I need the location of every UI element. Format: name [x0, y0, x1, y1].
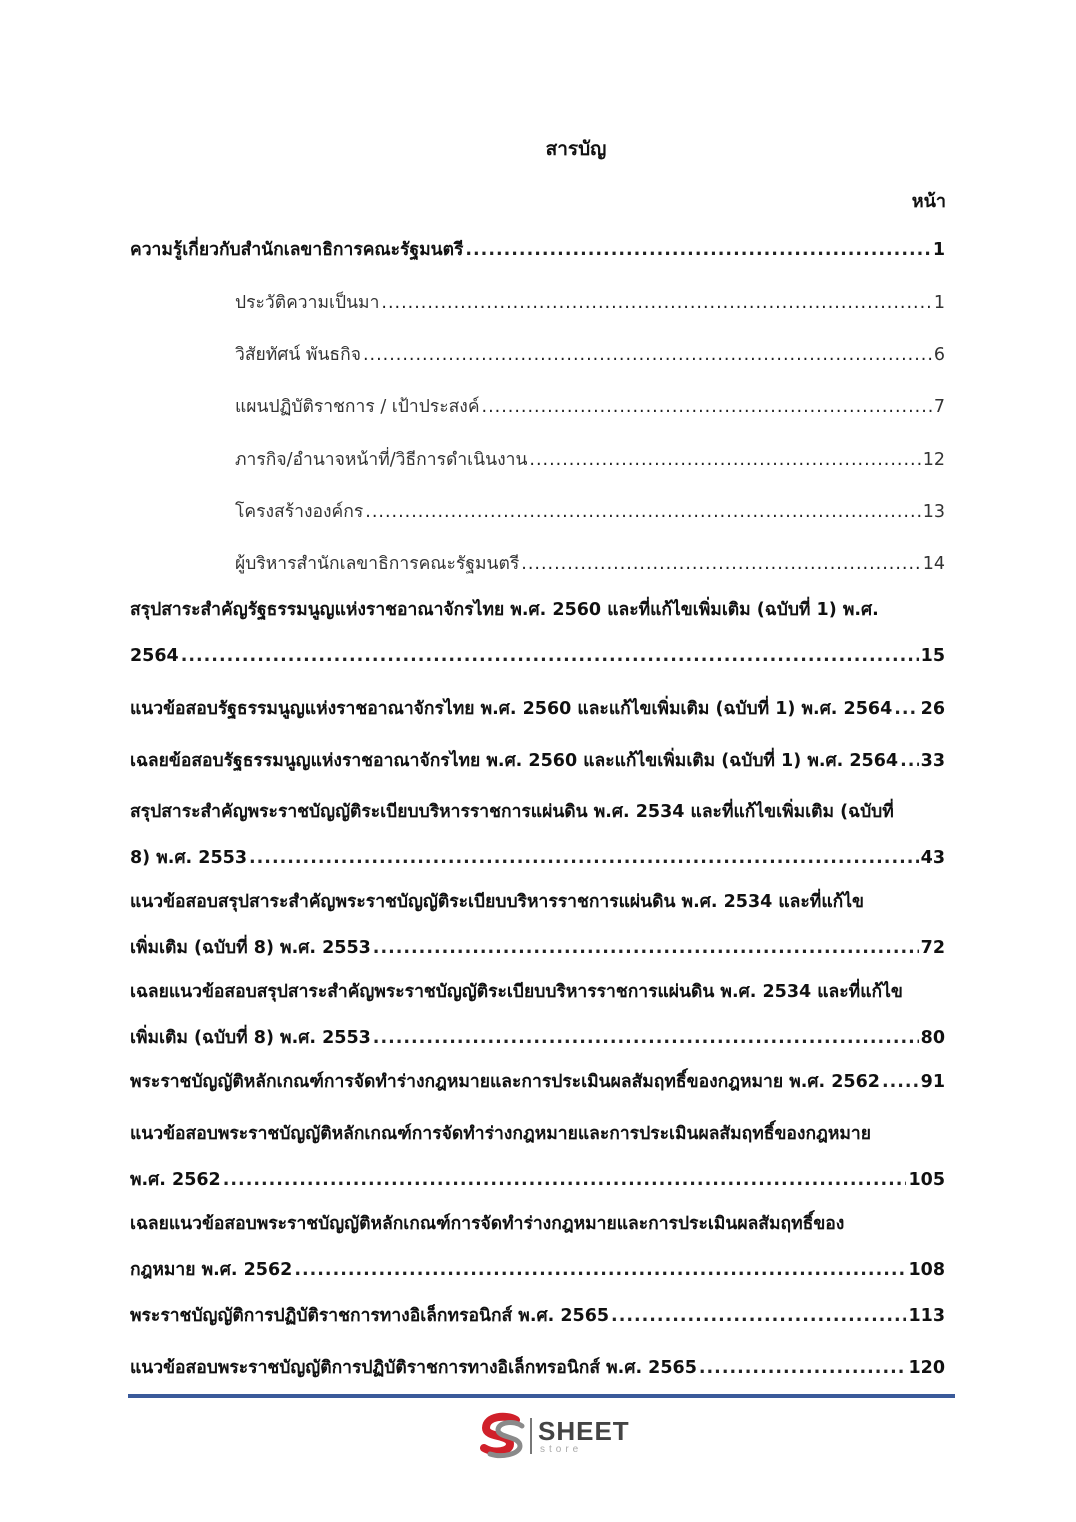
- dot-leader: [521, 541, 920, 587]
- toc-page-number: 43: [920, 848, 945, 868]
- toc-page-number: 26: [920, 699, 945, 719]
- logo-subtitle: store: [540, 1444, 583, 1455]
- dot-leader: [373, 1015, 919, 1061]
- toc-entry-text: พ.ศ. 2562: [130, 1170, 221, 1190]
- toc-entry-line: [130, 1345, 945, 1391]
- toc-entry-text: ความรู้เกี่ยวกับสำนักเลขาธิการคณะรัฐมนตรี: [130, 240, 464, 260]
- toc-entry-line: [130, 1293, 945, 1339]
- toc-entry-text: แนวข้อสอบรัฐธรรมนูญแห่งราชอาณาจักรไทย พ.ศ. 2560 และแก้ไขเพิ่มเติม (ฉบับที่ 1) พ.ศ. 2564: [130, 699, 893, 719]
- toc-entry-line: [130, 1247, 945, 1293]
- dot-leader: [249, 835, 919, 881]
- toc-entry-text: สรุปสาระสำคัญพระราชบัญญัติระเบียบบริหารราชการแผ่นดิน พ.ศ. 2534 และที่แก้ไขเพิ่มเติม (ฉบับที่: [130, 802, 894, 822]
- toc-subentry[interactable]: [235, 280, 945, 326]
- toc-entry-line: [130, 1157, 945, 1203]
- toc-entry-line: [130, 879, 945, 925]
- toc-entry[interactable]: [130, 1201, 945, 1293]
- toc-entry-line: [130, 925, 945, 971]
- logo-wordmark: SHEET: [538, 1416, 630, 1446]
- toc-entry-text: เฉลยแนวข้อสอบสรุปสาระสำคัญพระราชบัญญัติระเบียบบริหารราชการแผ่นดิน พ.ศ. 2534 และที่แก้ไข: [130, 982, 903, 1002]
- toc-page-number: 72: [920, 938, 945, 958]
- page-title: สารบัญ: [545, 138, 607, 160]
- logo-divider: [530, 1418, 532, 1454]
- toc-entry[interactable]: [130, 587, 945, 679]
- dot-leader: [365, 489, 920, 535]
- toc-subentry[interactable]: [235, 541, 945, 587]
- toc-entry-text: พระราชบัญญัติการปฏิบัติราชการทางอิเล็กทรอนิกส์ พ.ศ. 2565: [130, 1306, 610, 1326]
- toc-entry-text: 8) พ.ศ. 2553: [130, 848, 248, 868]
- toc-entry-line: [130, 227, 945, 273]
- toc-page-number: 6: [933, 345, 945, 365]
- toc-entry-line: [235, 489, 945, 535]
- toc-entry-line: [130, 633, 945, 679]
- toc-entry-line: [130, 835, 945, 881]
- toc-page-number: 12: [922, 450, 945, 470]
- toc-entry-line: [130, 1201, 945, 1247]
- toc-entry-text: เพิ่มเติม (ฉบับที่ 8) พ.ศ. 2553: [130, 938, 371, 958]
- toc-entry-line: [235, 332, 945, 378]
- toc-entry[interactable]: [130, 686, 945, 732]
- toc-entry[interactable]: [130, 227, 945, 273]
- dot-leader: [181, 633, 919, 679]
- toc-page-number: 7: [933, 397, 945, 417]
- dot-leader: [465, 227, 930, 273]
- toc-entry-text: แผนปฏิบัติราชการ / เป้าประสงค์: [235, 397, 480, 417]
- toc-entry-text: ภารกิจ/อำนาจหน้าที่/วิธีการดำเนินงาน: [235, 450, 528, 470]
- toc-entry-text: แนวข้อสอบพระราชบัญญัติการปฏิบัติราชการทางอิเล็กทรอนิกส์ พ.ศ. 2565: [130, 1358, 697, 1378]
- toc-page-number: 113: [908, 1306, 945, 1326]
- toc-entry[interactable]: [130, 879, 945, 971]
- toc-entry-line: [130, 969, 945, 1015]
- toc-entry[interactable]: [130, 789, 945, 881]
- toc-entry-text: พระราชบัญญัติหลักเกณฑ์การจัดทำร่างกฎหมายและการประเมินผลสัมฤทธิ์ของกฎหมาย พ.ศ. 2562: [130, 1072, 880, 1092]
- dot-leader: [381, 280, 931, 326]
- toc-entry[interactable]: [130, 1059, 945, 1105]
- toc-page-number: 1: [933, 293, 945, 313]
- dot-leader: [373, 925, 919, 971]
- toc-entry-text: สรุปสาระสำคัญรัฐธรรมนูญแห่งราชอาณาจักรไทย พ.ศ. 2560 และที่แก้ไขเพิ่มเติม (ฉบับที่ 1) พ.ศ.: [130, 600, 879, 620]
- toc-entry-text: เฉลยข้อสอบรัฐธรรมนูญแห่งราชอาณาจักรไทย พ.ศ. 2560 และแก้ไขเพิ่มเติม (ฉบับที่ 1) พ.ศ. 2564: [130, 751, 899, 771]
- toc-entry-line: [235, 541, 945, 587]
- toc-entry[interactable]: [130, 1293, 945, 1339]
- toc-page-number: 108: [908, 1260, 945, 1280]
- dot-leader: [894, 686, 918, 732]
- toc-entry-text: กฎหมาย พ.ศ. 2562: [130, 1260, 293, 1280]
- toc-page-number: 33: [920, 751, 945, 771]
- toc-subentry[interactable]: [235, 384, 945, 430]
- toc-entry-text: วิสัยทัศน์ พันธกิจ: [235, 345, 361, 365]
- dot-leader: [482, 384, 932, 430]
- toc-entry-text: โครงสร้างองค์กร: [235, 502, 364, 522]
- dot-leader: [882, 1059, 919, 1105]
- page-column-label: หน้า: [911, 191, 946, 212]
- toc-entry-text: แนวข้อสอบสรุปสาระสำคัญพระราชบัญญัติระเบียบบริหารราชการแผ่นดิน พ.ศ. 2534 และที่แก้ไข: [130, 892, 864, 912]
- toc-entry[interactable]: [130, 969, 945, 1061]
- toc-entry-line: [235, 384, 945, 430]
- toc-entry-line: [130, 1059, 945, 1105]
- toc-page-number: 13: [922, 502, 945, 522]
- toc-entry-line: [130, 686, 945, 732]
- toc-subentry[interactable]: [235, 489, 945, 535]
- toc-entry-line: [235, 437, 945, 483]
- sheet-logo-icon: [476, 1412, 530, 1460]
- footer-rule: [128, 1394, 955, 1398]
- toc-entry-text: ประวัติความเป็นมา: [235, 293, 380, 313]
- toc-entry-line: [130, 1111, 945, 1157]
- dot-leader: [699, 1345, 907, 1391]
- toc-page-number: 1: [932, 240, 945, 260]
- dot-leader: [900, 738, 919, 784]
- dot-leader: [611, 1293, 906, 1339]
- dot-leader: [529, 437, 920, 483]
- toc-entry-text: เพิ่มเติม (ฉบับที่ 8) พ.ศ. 2553: [130, 1028, 371, 1048]
- toc-entry-line: [130, 587, 945, 633]
- toc-entry-line: [130, 738, 945, 784]
- toc-entry-line: [130, 789, 945, 835]
- toc-entry-text: 2564: [130, 646, 179, 666]
- toc-page-number: 91: [920, 1072, 945, 1092]
- toc-subentry[interactable]: [235, 332, 945, 378]
- toc-entry-text: แนวข้อสอบพระราชบัญญัติหลักเกณฑ์การจัดทำร่างกฎหมายและการประเมินผลสัมฤทธิ์ของกฎหมาย: [130, 1124, 871, 1144]
- toc-page-number: 105: [908, 1170, 945, 1190]
- toc-page-number: 15: [920, 646, 945, 666]
- toc-entry[interactable]: [130, 1345, 945, 1391]
- toc-entry[interactable]: [130, 1111, 945, 1203]
- toc-entry[interactable]: [130, 738, 945, 784]
- toc-entry-text: ผู้บริหารสำนักเลขาธิการคณะรัฐมนตรี: [235, 554, 520, 574]
- toc-page-number: 14: [922, 554, 945, 574]
- dot-leader: [223, 1157, 907, 1203]
- toc-subentry[interactable]: [235, 437, 945, 483]
- toc-entry-line: [130, 1015, 945, 1061]
- toc-entry-line: [235, 280, 945, 326]
- toc-page-number: 120: [908, 1358, 945, 1378]
- dot-leader: [363, 332, 932, 378]
- dot-leader: [294, 1247, 906, 1293]
- toc-entry-text: เฉลยแนวข้อสอบพระราชบัญญัติหลักเกณฑ์การจัดทำร่างกฎหมายและการประเมินผลสัมฤทธิ์ของ: [130, 1214, 845, 1234]
- sheet-store-logo: [476, 1412, 636, 1460]
- toc-page-number: 80: [920, 1028, 945, 1048]
